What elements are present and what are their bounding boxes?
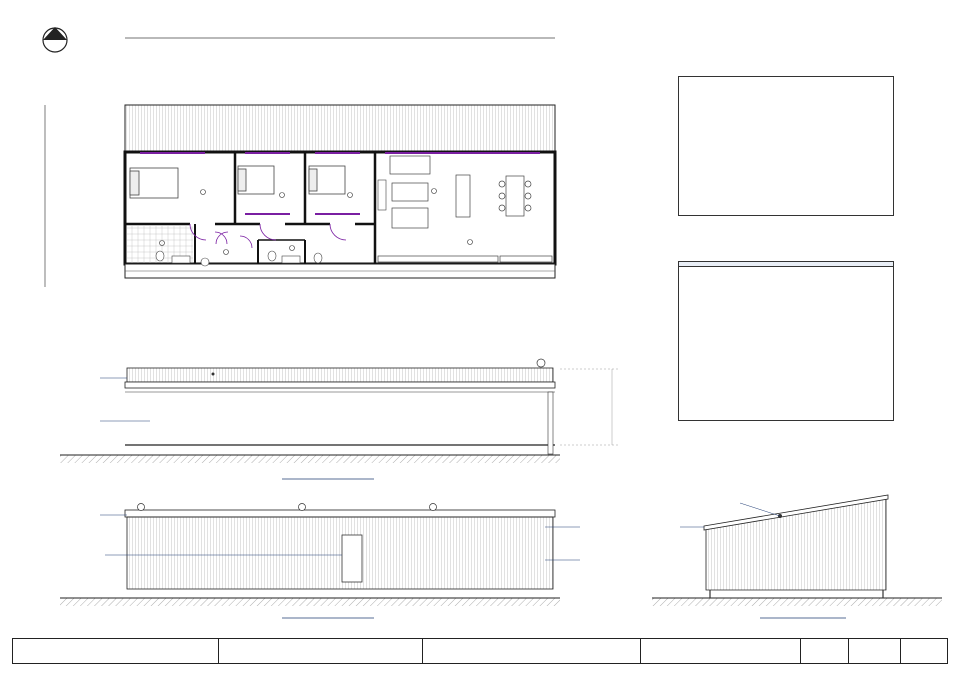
veranda-deck bbox=[125, 105, 555, 152]
designer-block bbox=[423, 639, 641, 663]
title-block bbox=[12, 638, 948, 664]
room-schedule-panel bbox=[678, 76, 894, 216]
client-label bbox=[219, 639, 423, 663]
general-description-panel bbox=[678, 261, 894, 421]
date-block bbox=[901, 639, 947, 663]
project-name bbox=[13, 639, 219, 663]
drawing-number-block bbox=[801, 639, 849, 663]
west-elevation bbox=[652, 495, 942, 606]
floor-plan bbox=[125, 105, 555, 278]
scale-block bbox=[849, 639, 901, 663]
drawing-title-block bbox=[641, 639, 801, 663]
north-elevation bbox=[60, 359, 620, 463]
north-arrow-icon bbox=[43, 27, 67, 52]
